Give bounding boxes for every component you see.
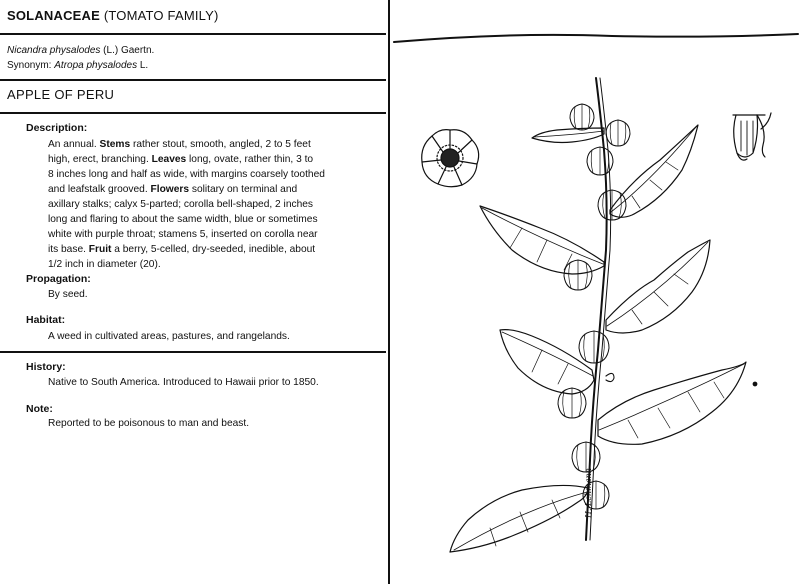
leaf-mid-right: [606, 240, 710, 333]
description-keyword: Stems: [99, 139, 131, 150]
habitat-text: A weed in cultivated areas, pastures, and rangelands.: [48, 331, 290, 342]
note-text: Reported to be poisonous to man and beast.: [48, 418, 250, 429]
description-text: rather stout, smooth, angled, 2 to 5 feet: [130, 139, 311, 150]
propagation-label: Propagation:: [26, 273, 91, 285]
text-panel: [0, 0, 388, 584]
leaf-lower-left: [500, 330, 594, 394]
common-name: APPLE OF PERU: [7, 87, 115, 102]
description-line: [48, 182, 380, 197]
description-line: [48, 167, 380, 182]
leaf-lower-right: [598, 362, 746, 444]
note-label: Note:: [26, 403, 53, 415]
scientific-name-block: [7, 43, 154, 73]
artist-signature: H. Lehmann: [584, 468, 593, 518]
description-text: high, erect, branching.: [48, 154, 152, 165]
synonym-authority: L.: [139, 60, 149, 71]
leaf-bottom-left: [450, 485, 588, 552]
history-text: Native to South America. Introduced to Hawaii prior to 1850.: [48, 377, 319, 388]
illustration-panel: [392, 0, 800, 584]
tendril-curl: [606, 373, 614, 381]
family-name: SOLANACEAE: [7, 8, 101, 23]
flower-front-view-icon: [422, 130, 479, 187]
leaf-upper-left: [532, 128, 604, 143]
scientific-authority: (L.) Gaertn.: [103, 45, 155, 56]
description-line: [48, 152, 380, 167]
description-text: a berry, 5-celled, dry-seeded, inedible, about: [111, 244, 316, 255]
history-label: History:: [26, 361, 66, 373]
synonym-name: Atropa physalodes: [54, 60, 138, 71]
habitat-label: Habitat:: [26, 314, 66, 326]
description-keyword: Fruit: [88, 244, 112, 255]
scientific-name: Nicandra physalodes: [7, 45, 101, 56]
leaf-upper-right: [610, 125, 698, 217]
family-heading: [7, 8, 219, 23]
description-line: [48, 137, 380, 152]
description-line: [48, 197, 380, 212]
family-common-name: (TOMATO FAMILY): [103, 8, 219, 23]
description-text: axillary stalks; calyx 5-parted; corolla bell-shaped, 2 inches: [48, 199, 313, 210]
description-line: [48, 227, 380, 242]
page-divider: [388, 0, 390, 584]
right-page-rule: [394, 34, 798, 42]
description-text: solitary on terminal and: [189, 184, 298, 195]
description-keyword: Flowers: [150, 184, 190, 195]
description-text: long and flaring to about the same width, blue or sometimes: [48, 214, 318, 225]
description-text: 8 inches long and half as wide, with margins coarsely toothed: [48, 169, 325, 180]
description-keyword: Leaves: [151, 154, 187, 165]
ink-dot: [753, 382, 757, 386]
divider-common-name: [0, 112, 386, 114]
flower-side-view-icon: [733, 113, 771, 160]
divider-top: [0, 33, 386, 35]
description-text: 1/2 inch in diameter (20).: [48, 259, 161, 270]
description-text: white with purple throat; stamens 5, inserted on corolla near: [48, 229, 318, 240]
description-label: Description:: [26, 122, 88, 134]
description-text: long, ovate, rather thin, 3 to: [186, 154, 314, 165]
description-text: and leafstalk grooved.: [48, 184, 151, 195]
description-line: [48, 257, 380, 272]
synonym-label: Synonym:: [7, 60, 52, 71]
description-text: its base.: [48, 244, 89, 255]
divider-history: [0, 351, 386, 353]
plant-illustration: [392, 0, 800, 584]
description-line: [48, 242, 380, 257]
divider-scientific: [0, 79, 386, 81]
description-body: [48, 137, 380, 272]
leaf-mid-left: [480, 206, 604, 274]
description-line: [48, 212, 380, 227]
description-text: An annual.: [48, 139, 100, 150]
propagation-text: By seed.: [48, 289, 88, 300]
